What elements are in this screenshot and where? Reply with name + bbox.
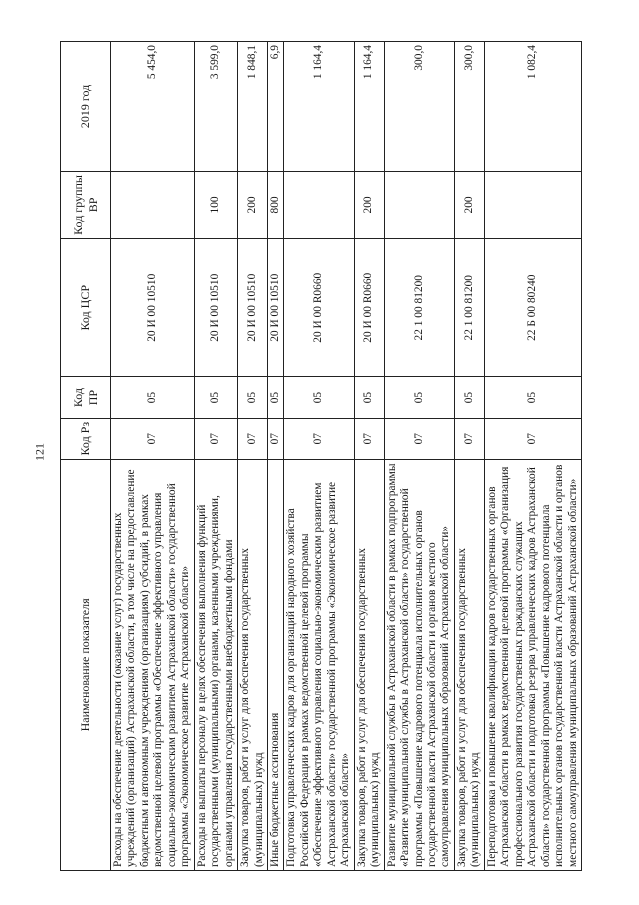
table-row <box>194 42 237 871</box>
row-value: 1 082,4 <box>484 42 581 172</box>
row-csr: 20 И 00 10510 <box>267 238 283 377</box>
row-csr: 20 И 00 R0660 <box>354 238 384 377</box>
row-csr: 22 1 00 81200 <box>384 238 454 377</box>
row-name: Расходы на выплаты персоналу в целях обеспечения выполнения функций государственными (муниципальными) органами, казенными учреждениями, органами управления государственными внебюджетными фондами <box>194 459 237 870</box>
row-value: 3 599,0 <box>194 42 237 172</box>
row-name: Иные бюджетные ассигнования <box>267 459 283 870</box>
row-name: Расходы на обеспечение деятельности (оказание услуг) государственных учреждений (организаций) Астраханской области, в том числе на предоставление бюджетным и автономным учреждениям (организациям) субсидий, в рамках ведомственной целевой программы «Обеспечение эффективного управления социально-экономическим развитием Астраханской области» государственной программы «Экономическое развитие Астраханской области» <box>111 459 195 870</box>
table-header-row <box>61 42 111 871</box>
table-row <box>384 42 454 871</box>
row-pr: 05 <box>454 377 484 418</box>
row-pr: 05 <box>111 377 195 418</box>
row-name: Подготовка управленческих кадров для организаций народного хозяйства Российской Федерации в рамках ведомственной целевой программы «Обеспечение эффективного управления социально-экономическим развитием Астраханской области» государственной программы «Экономическое развитие Астраханской области» <box>284 459 354 870</box>
table-row <box>454 42 484 871</box>
table-row <box>354 42 384 871</box>
row-csr: 20 И 00 10510 <box>111 238 195 377</box>
row-csr: 20 И 00 R0660 <box>284 238 354 377</box>
row-value: 5 454,0 <box>111 42 195 172</box>
header-vr: Код группы ВР <box>61 171 111 238</box>
row-vr <box>284 171 354 238</box>
row-value: 1 164,4 <box>354 42 384 172</box>
table-row <box>238 42 268 871</box>
row-csr: 20 И 00 10510 <box>194 238 237 377</box>
row-name: Развитие муниципальной службы в Астраханской области в рамках подпрограммы «Развитие муниципальной службы в Астраханской области» государственной программы «Повышение кадрового потенциала исполнительных органов государственной власти Астраханской области и органов местного самоуправления муниципальных образований Астраханской области» <box>384 459 454 870</box>
budget-table-wrapper <box>60 41 580 871</box>
row-pr: 05 <box>484 377 581 418</box>
row-vr <box>111 171 195 238</box>
header-name: Наименование показателя <box>61 459 111 870</box>
row-csr: 22 1 00 81200 <box>454 238 484 377</box>
table-row <box>111 42 195 871</box>
row-value: 6,9 <box>267 42 283 172</box>
row-name: Закупка товаров, работ и услуг для обеспечения государственных (муниципальных) нужд <box>354 459 384 870</box>
table-row <box>484 42 581 871</box>
row-pr: 05 <box>194 377 237 418</box>
row-value: 1 164,4 <box>284 42 354 172</box>
row-rz: 07 <box>484 418 581 459</box>
row-rz: 07 <box>354 418 384 459</box>
row-rz: 07 <box>238 418 268 459</box>
row-pr: 05 <box>267 377 283 418</box>
row-name: Закупка товаров, работ и услуг для обеспечения государственных (муниципальных) нужд <box>238 459 268 870</box>
header-year: 2019 год <box>61 42 111 172</box>
row-rz: 07 <box>284 418 354 459</box>
page-number: 121 <box>32 443 47 461</box>
header-rz: Код Рз <box>61 418 111 459</box>
row-value: 300,0 <box>454 42 484 172</box>
table-row <box>284 42 354 871</box>
row-rz: 07 <box>267 418 283 459</box>
budget-table <box>60 41 582 871</box>
row-csr: 20 И 00 10510 <box>238 238 268 377</box>
row-rz: 07 <box>454 418 484 459</box>
row-vr: 200 <box>454 171 484 238</box>
row-pr: 05 <box>284 377 354 418</box>
row-rz: 07 <box>384 418 454 459</box>
row-vr: 200 <box>354 171 384 238</box>
row-csr: 22 Б 00 80240 <box>484 238 581 377</box>
header-csr: Код ЦСР <box>61 238 111 377</box>
row-value: 300,0 <box>384 42 454 172</box>
row-vr <box>384 171 454 238</box>
row-vr <box>484 171 581 238</box>
row-rz: 07 <box>111 418 195 459</box>
row-pr: 05 <box>384 377 454 418</box>
row-name: Закупка товаров, работ и услуг для обеспечения государственных (муниципальных) нужд <box>454 459 484 870</box>
row-value: 1 848,1 <box>238 42 268 172</box>
header-pr: Код ПР <box>61 377 111 418</box>
row-pr: 05 <box>354 377 384 418</box>
row-rz: 07 <box>194 418 237 459</box>
row-pr: 05 <box>238 377 268 418</box>
table-row <box>267 42 283 871</box>
row-name: Переподготовка и повышение квалификации кадров государственных органов Астраханской области в рамках ведомственной целевой программы «Организация профессионального развития государственных гражданских служащих Астраханской области и подготовка резерва управленческих кадров Астраханской области» государственной программы «Повышение кадрового потенциала исполнительных органов государственной власти Астраханской области и органов местного самоуправления муниципальных образований Астраханской области» <box>484 459 581 870</box>
row-vr: 100 <box>194 171 237 238</box>
row-vr: 800 <box>267 171 283 238</box>
row-vr: 200 <box>238 171 268 238</box>
